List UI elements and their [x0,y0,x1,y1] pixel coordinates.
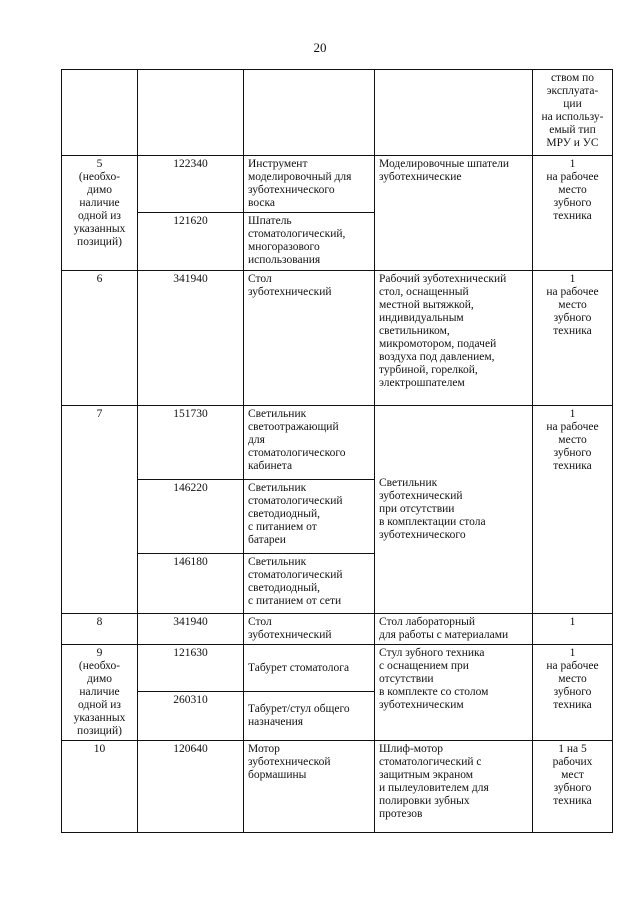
cell-spec: Стул зубного техника с оснащением при отсутствии в комплекте со столом зуботехническим [375,645,533,741]
cell-code: 121620 [138,213,244,271]
cell-name: Шпатель стоматологический, многоразового использования [244,213,375,271]
cell-name: Светильник стоматологический светодиодный, с питанием от батареи [244,480,375,554]
cell-name: Инструмент моделировочный для зуботехнического воска [244,156,375,213]
cell-spec: Светильник зуботехнический при отсутствии в комплектации стола зуботехнического [375,406,533,614]
cell-qty: 1 на 5 рабочих мест зубного техника [533,741,613,833]
cell-qty: ством по эксплуата- ции на использу- емый тип МРУ и УС [533,70,613,156]
cell-code: 146180 [138,554,244,614]
cell-name: Стол зуботехнический [244,614,375,645]
cell-code: 120640 [138,741,244,833]
cell-no: 9 (необхо- димо наличие одной из указанных позиций) [62,645,138,741]
cell-no: 8 [62,614,138,645]
table-row [62,156,613,213]
cell-no: 7 [62,406,138,614]
cell-name [244,70,375,156]
equipment-table [61,69,613,833]
cell-code: 260310 [138,692,244,741]
cell-qty: 1 на рабочее место зубного техника [533,156,613,271]
cell-name: Табурет/стул общего назначения [244,692,375,741]
cell-no [62,70,138,156]
cell-qty: 1 на рабочее место зубного техника [533,271,613,406]
cell-spec: Стол лабораторный для работы с материалами [375,614,533,645]
cell-spec: Рабочий зуботехнический стол, оснащенный местной вытяжкой, индивидуальным светильником, микромотором, подачей воздуха под давлением, турбиной, горелкой, электрошпателем [375,271,533,406]
page-number: 20 [313,40,327,55]
cell-code: 122340 [138,156,244,213]
table-row [62,406,613,480]
cell-qty: 1 на рабочее место зубного техника [533,406,613,614]
cell-code: 151730 [138,406,244,480]
cell-code [138,70,244,156]
table-row [62,741,613,833]
cell-name: Светильник светоотражающий для стоматологического кабинета [244,406,375,480]
table-row [62,70,613,156]
cell-code: 121630 [138,645,244,692]
table-row [62,271,613,406]
cell-code: 341940 [138,614,244,645]
cell-spec: Моделировочные шпатели зуботехнические [375,156,533,271]
cell-no: 10 [62,741,138,833]
cell-code: 341940 [138,271,244,406]
table-row [62,614,613,645]
cell-spec: Шлиф-мотор стоматологический с защитным экраном и пылеуловителем для полировки зубных протезов [375,741,533,833]
cell-name: Табурет стоматолога [244,645,375,692]
cell-name: Мотор зуботехнической бормашины [244,741,375,833]
cell-spec [375,70,533,156]
cell-name: Светильник стоматологический светодиодный, с питанием от сети [244,554,375,614]
cell-no: 6 [62,271,138,406]
cell-qty: 1 [533,614,613,645]
table-row [62,645,613,692]
cell-code: 146220 [138,480,244,554]
cell-qty: 1 на рабочее место зубного техника [533,645,613,741]
cell-name: Стол зуботехнический [244,271,375,406]
cell-no: 5 (необхо- димо наличие одной из указанных позиций) [62,156,138,271]
